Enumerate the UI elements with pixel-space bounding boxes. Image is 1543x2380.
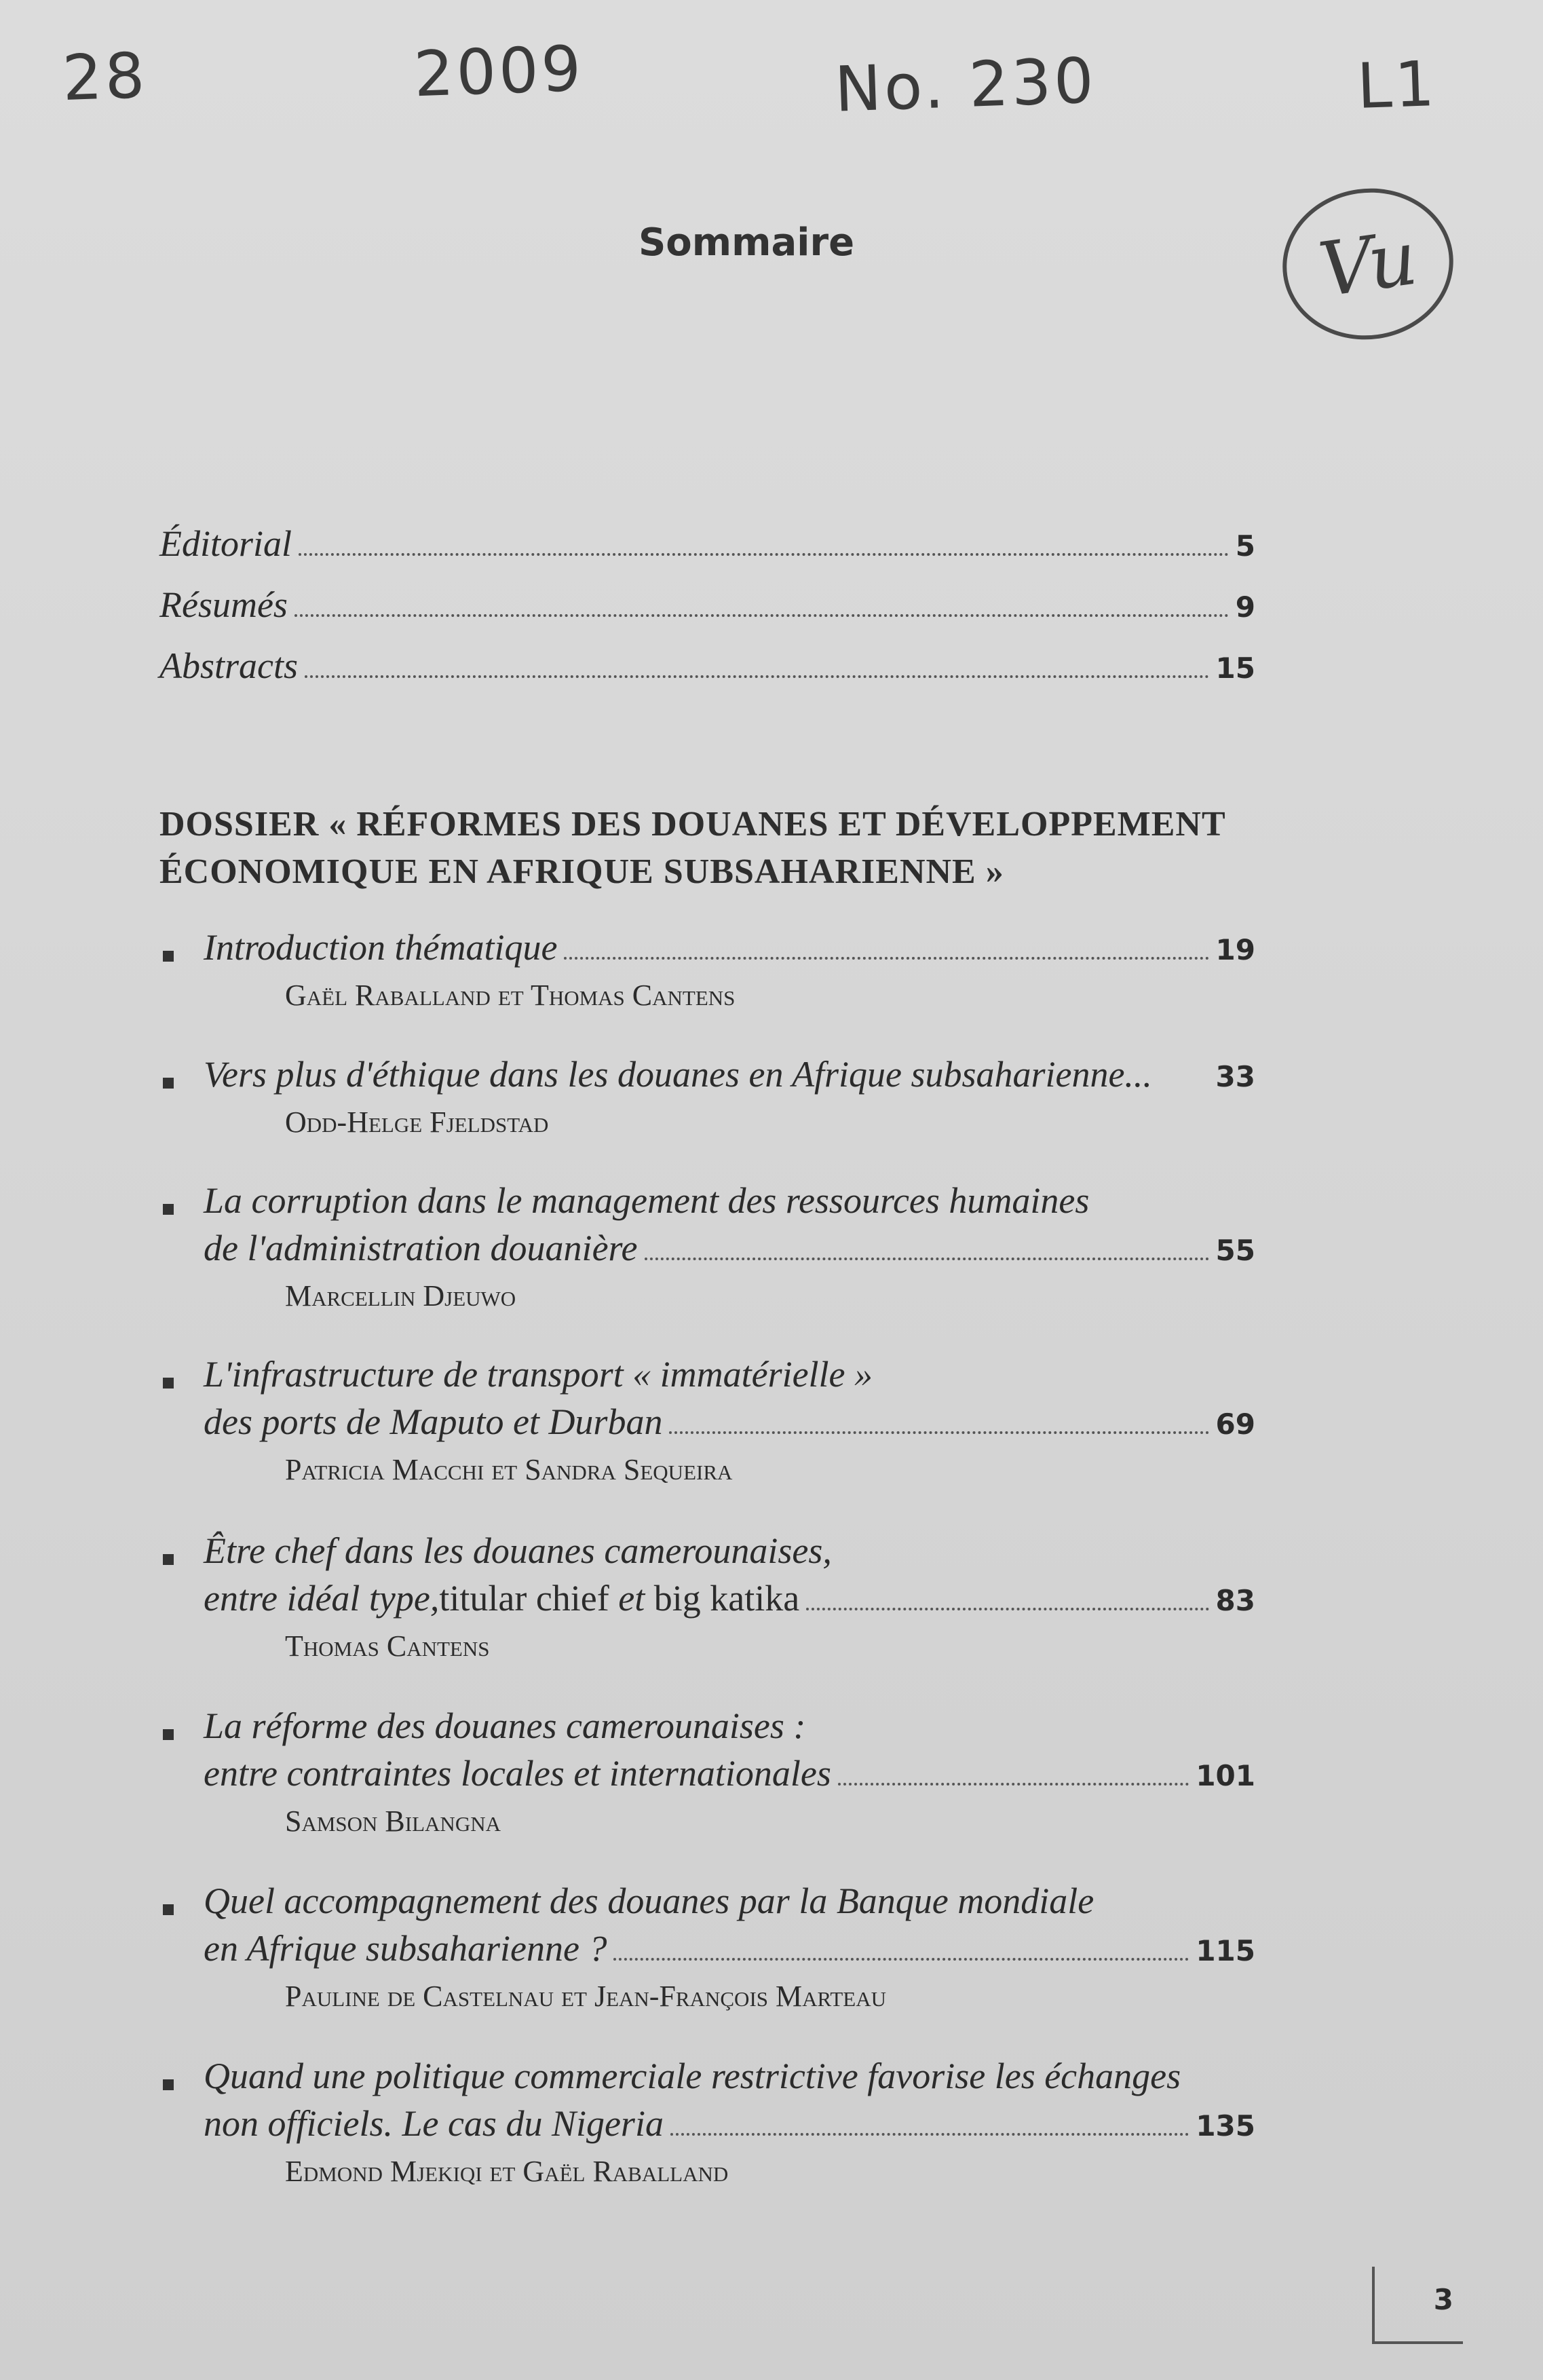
entry-authors: Gaël Raballand et Thomas Cantens: [285, 979, 736, 1012]
entry-authors: Marcellin Djeuwo: [285, 1279, 516, 1312]
bullet-icon: [163, 1729, 174, 1740]
handwritten-number: 28: [61, 39, 149, 115]
bullet-icon: [163, 1378, 174, 1389]
page-title: Sommaire: [638, 221, 855, 265]
dossier-heading-line: DOSSIER « RÉFORMES DES DOUANES ET DÉVELOPPEMENT: [159, 805, 1226, 844]
entry-title: [204, 1053, 1255, 1095]
toc-line-editorial: [159, 523, 1255, 565]
page-number: 69: [1215, 1408, 1255, 1441]
page-number: 33: [1215, 1060, 1255, 1093]
leader-dots: [670, 2133, 1189, 2136]
stamp-text: Vu: [1314, 214, 1422, 314]
entry-title-text: des ports de Maputo et Durban: [204, 1401, 663, 1442]
folio-number: 3: [1433, 2283, 1453, 2316]
toc-label: Résumés: [159, 584, 288, 625]
bullet-icon: [163, 2079, 174, 2090]
entry-title-roman: titular chief: [439, 1578, 609, 1619]
bullet-icon: [163, 1204, 174, 1215]
entry-title-text: Introduction thématique: [204, 927, 558, 968]
entry-authors: Thomas Cantens: [285, 1629, 490, 1663]
leader-dots: [645, 1258, 1209, 1260]
page-number: 9: [1235, 590, 1255, 624]
handwritten-mark: L1: [1356, 47, 1439, 124]
toc-label: Éditorial: [159, 523, 292, 564]
leader-dots: [669, 1431, 1208, 1434]
entry-title-text: et: [609, 1578, 654, 1619]
page-number: 101: [1196, 1759, 1255, 1792]
page-number: 19: [1215, 933, 1255, 966]
leader-dots: [806, 1608, 1208, 1610]
entry-title: La corruption dans le management des ressources humaines: [204, 1180, 1090, 1221]
entry-title: [204, 2102, 1255, 2145]
entry-title: Être chef dans les douanes camerounaises,: [204, 1530, 832, 1571]
entry-title: [204, 926, 1255, 968]
entry-title-roman: big katika: [653, 1578, 800, 1619]
leader-dots: [305, 675, 1209, 678]
bullet-icon: [163, 1554, 174, 1565]
leader-dots: [294, 614, 1229, 617]
entry-title: Quand une politique commerciale restrictive favorise les échanges: [204, 2056, 1181, 2096]
handwritten-issue: No. 230: [833, 44, 1098, 126]
entry-title: [204, 1401, 1255, 1443]
entry-title: [204, 1227, 1255, 1269]
dossier-heading: [159, 801, 1313, 896]
toc-line-abstracts: [159, 645, 1255, 687]
page-number: 115: [1196, 1934, 1255, 1967]
bullet-icon: [163, 1904, 174, 1915]
leader-dots: [838, 1783, 1189, 1786]
entry-title: Quel accompagnement des douanes par la Banque mondiale: [204, 1881, 1094, 1921]
bullet-icon: [163, 951, 174, 962]
toc-line-resumes: [159, 584, 1255, 626]
entry-title: L'infrastructure de transport « immatérielle »: [204, 1354, 873, 1395]
entry-title-text: en Afrique subsaharienne ?: [204, 1928, 607, 1969]
entry-authors: Pauline de Castelnau et Jean-François Marteau: [285, 1980, 886, 2013]
entry-title: [204, 1927, 1255, 1969]
page-number: 135: [1196, 2109, 1255, 2142]
leader-dots: [299, 553, 1229, 556]
entry-authors: Patricia Macchi et Sandra Sequeira: [285, 1453, 733, 1486]
page-number: 83: [1215, 1584, 1255, 1617]
entry-authors: Edmond Mjekiqi et Gaël Raballand: [285, 2155, 729, 2188]
handwritten-year: 2009: [413, 32, 585, 111]
bullet-icon: [163, 1078, 174, 1089]
entry-title-text: entre idéal type,: [204, 1578, 440, 1619]
entry-title-text: de l'administration douanière: [204, 1228, 638, 1268]
leader-dots: [564, 957, 1208, 960]
folio: [1372, 2267, 1463, 2344]
entry-authors: Odd-Helge Fjeldstad: [285, 1106, 549, 1139]
entry-title: [204, 1752, 1255, 1794]
entry-title-text: non officiels. Le cas du Nigeria: [204, 2103, 664, 2144]
page-number: 55: [1215, 1234, 1255, 1267]
entry-title-text: entre contraintes locales et internationales: [204, 1753, 831, 1794]
page-number: 5: [1235, 529, 1255, 563]
entry-title: [204, 1577, 1255, 1619]
page-number: 15: [1215, 651, 1255, 685]
dossier-heading-line: ÉCONOMIQUE EN AFRIQUE SUBSAHARIENNE »: [159, 852, 1004, 891]
toc-label: Abstracts: [159, 645, 299, 686]
leader-dots: [613, 1958, 1189, 1961]
entry-title-text: Vers plus d'éthique dans les douanes en Afrique subsaharienne...: [204, 1054, 1152, 1095]
entry-authors: Samson Bilangna: [285, 1805, 501, 1838]
entry-title: La réforme des douanes camerounaises :: [204, 1705, 806, 1746]
